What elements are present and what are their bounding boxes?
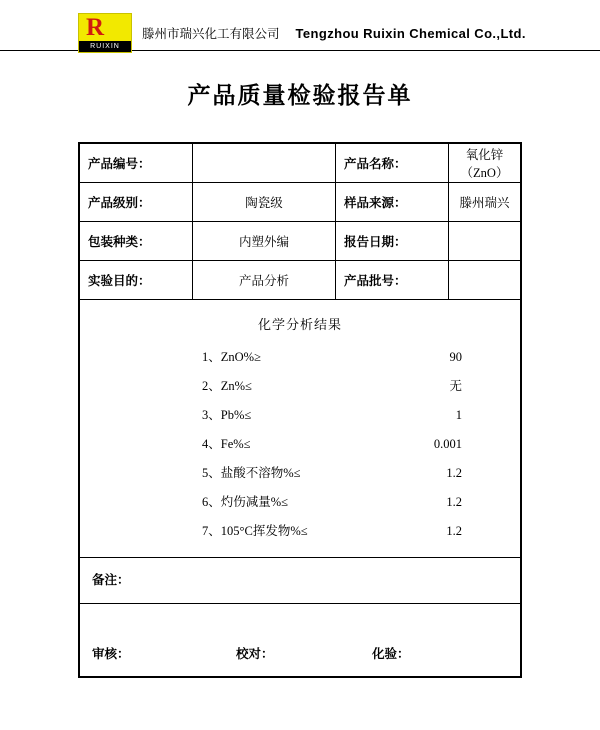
report-date-value [449, 222, 521, 261]
table-row [80, 183, 521, 222]
product-code-label: 产品编号： [80, 144, 193, 183]
assay-signature-label: 化验： [372, 647, 410, 661]
result-name: 4、Fe%≤ [202, 437, 251, 451]
result-name: 5、盐酸不溶物%≤ [202, 466, 301, 480]
sample-source-label: 样品来源： [336, 183, 449, 222]
result-value: 0.001 [433, 437, 462, 451]
company-logo-icon [78, 13, 132, 53]
packaging-type-value: 内塑外编 [193, 222, 336, 261]
company-name-chinese: 滕州市瑞兴化工有限公司 [142, 27, 280, 41]
review-signature-label: 审核： [92, 647, 130, 661]
result-name: 6、灼伤减量%≤ [202, 495, 289, 509]
result-value: 1.2 [446, 466, 462, 480]
product-name-label: 产品名称： [336, 144, 449, 183]
batch-number-label: 产品批号： [336, 261, 449, 300]
list-item [80, 523, 520, 539]
test-purpose-value: 产品分析 [193, 261, 336, 300]
result-name: 7、105°C挥发物%≤ [202, 524, 308, 538]
chemical-results-section [79, 300, 521, 558]
product-name-value: 氧化锌（ZnO） [449, 144, 521, 183]
logo-wordmark: RUIXIN [79, 41, 131, 52]
table-row [80, 222, 521, 261]
report-sheet [78, 142, 522, 678]
result-name: 1、ZnO%≥ [202, 350, 261, 364]
batch-number-value [449, 261, 521, 300]
result-value: 1.2 [446, 495, 462, 509]
result-value: 1.2 [446, 524, 462, 538]
product-grade-label: 产品级别： [80, 183, 193, 222]
page-header [0, 0, 600, 50]
page-title: 产品质量检验报告单 [187, 83, 413, 108]
result-name: 2、Zn%≤ [202, 379, 252, 393]
company-name-english: Tengzhou Ruixin Chemical Co.,Ltd. [295, 25, 526, 41]
list-item [80, 436, 520, 452]
product-grade-value: 陶瓷级 [193, 183, 336, 222]
sample-source-value: 滕州瑞兴 [449, 183, 521, 222]
report-date-label: 报告日期： [336, 222, 449, 261]
info-table [79, 143, 521, 300]
remarks-section: 备注： [79, 558, 521, 604]
packaging-type-label: 包装种类： [80, 222, 193, 261]
list-item [80, 407, 520, 423]
product-code-value [193, 144, 336, 183]
table-row [80, 261, 521, 300]
signature-section [79, 604, 521, 677]
list-item [80, 349, 520, 365]
table-row [80, 144, 521, 183]
list-item [80, 378, 520, 394]
chemical-results-title: 化学分析结果 [257, 317, 342, 332]
list-item [80, 465, 520, 481]
result-value: 无 [449, 379, 462, 393]
result-value: 90 [449, 350, 462, 364]
result-name: 3、Pb%≤ [202, 408, 252, 422]
test-purpose-label: 实验目的： [80, 261, 193, 300]
list-item [80, 494, 520, 510]
proofread-signature-label: 校对： [236, 647, 274, 661]
logo-letter: R [86, 14, 104, 41]
result-value: 1 [455, 408, 462, 422]
